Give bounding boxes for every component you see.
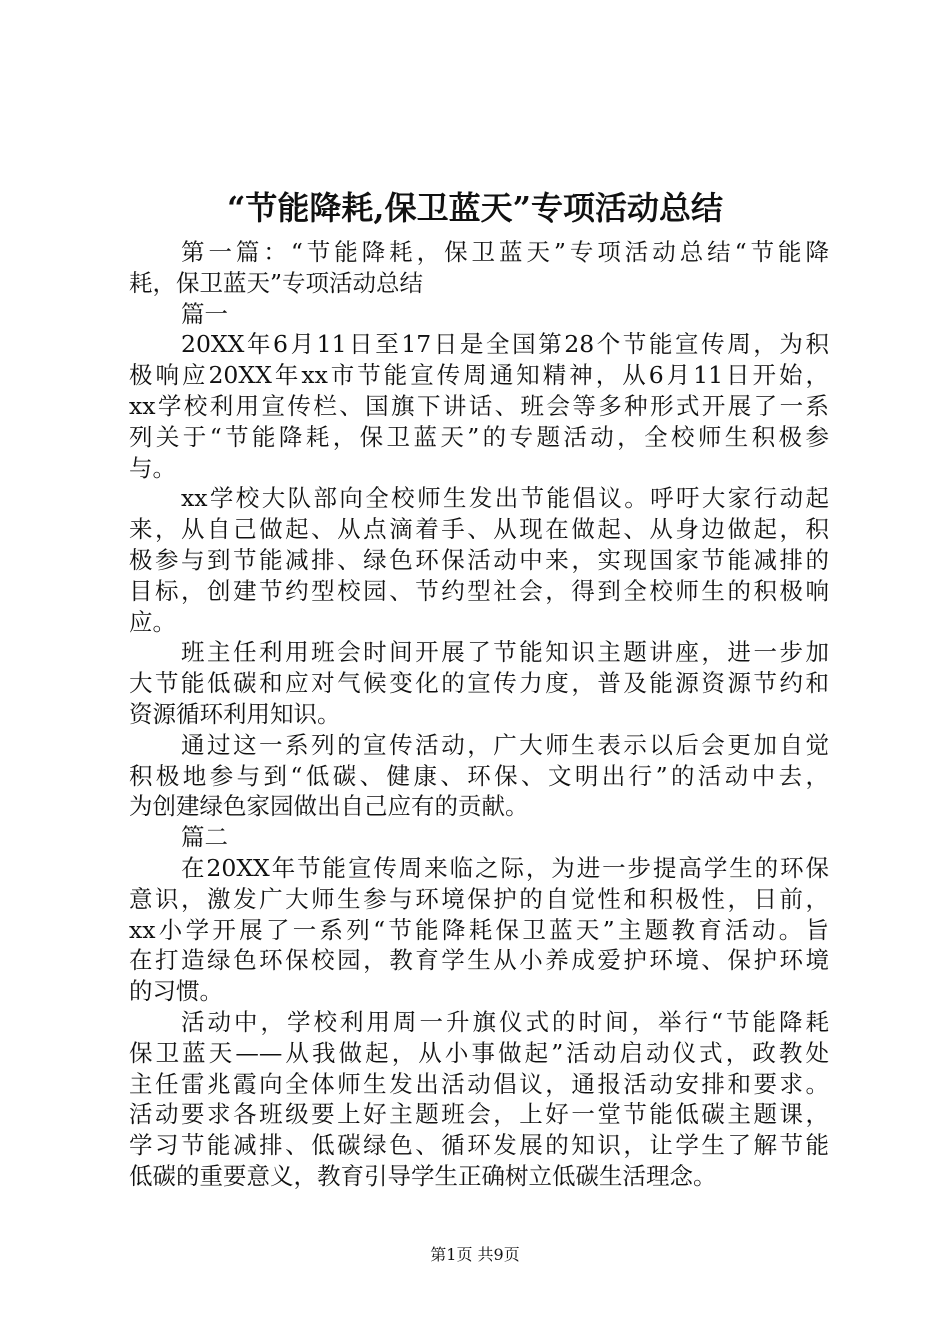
page-footer: 第1页 共9页 xyxy=(430,1245,520,1264)
text-line: 大节能低碳和应对气候变化的宣传力度，普及能源资源节约和 xyxy=(129,669,829,698)
text-line: 资源循环利用知识。 xyxy=(129,699,341,728)
text-line: 班主任利用班会时间开展了节能知识主题讲座，进一步加 xyxy=(181,638,829,667)
text-line: 应。 xyxy=(129,607,176,636)
text-line: 保卫蓝天——从我做起，从小事做起”活动启动仪式，政教处 xyxy=(129,1038,829,1067)
text-line: xx学校利用宣传栏、国旗下讲话、班会等多种形式开展了一系 xyxy=(129,391,829,420)
text-line: 主任雷兆霞向全体师生发出活动倡议，通报活动安排和要求。 xyxy=(129,1069,829,1098)
text-line: 积极地参与到“低碳、健康、环保、文明出行”的活动中去， xyxy=(129,761,829,790)
text-line: 在打造绿色环保校园，教育学生从小养成爱护环境、保护环境 xyxy=(129,946,829,975)
text-line: 篇二 xyxy=(181,823,228,852)
text-line: xx学校大队部向全校师生发出节能倡议。呼吁大家行动起 xyxy=(181,484,829,513)
text-line: 极参与到节能减排、绿色环保活动中来，实现国家节能减排的 xyxy=(129,545,829,574)
text-line: 第一篇：“节能降耗，保卫蓝天”专项活动总结“节能降 xyxy=(181,238,829,266)
text-line: 学习节能减排、低碳绿色、循环发展的知识，让学生了解节能 xyxy=(129,1131,829,1160)
text-line: 意识，激发广大师生参与环境保护的自觉性和积极性，日前， xyxy=(129,884,829,913)
text-line: 在20XX年节能宣传周来临之际，为进一步提高学生的环保 xyxy=(181,853,829,882)
text-line: 活动中，学校利用周一升旗仪式的时间，举行“节能降耗 xyxy=(181,1007,829,1036)
text-line: 目标，创建节约型校园、节约型社会，得到全校师生的积极响 xyxy=(129,576,829,605)
text-line: 为创建绿色家园做出自己应有的贡献。 xyxy=(129,792,529,821)
text-line: 低碳的重要意义，教育引导学生正确树立低碳生活理念。 xyxy=(129,1161,717,1190)
text-line: 列关于“节能降耗，保卫蓝天”的专题活动，全校师生积极参 xyxy=(129,422,829,451)
text-line: 篇一 xyxy=(181,299,228,328)
text-line: 通过这一系列的宣传活动，广大师生表示以后会更加自觉 xyxy=(181,730,829,759)
text-line: 耗，保卫蓝天”专项活动总结 xyxy=(129,268,424,297)
text-line: xx小学开展了一系列“节能降耗保卫蓝天”主题教育活动。旨 xyxy=(129,915,829,944)
text-line: 的习惯。 xyxy=(129,977,223,1006)
text-line: 与。 xyxy=(129,453,176,482)
document-title: “节能降耗,保卫蓝天”专项活动总结 xyxy=(227,189,723,227)
text-line: 来，从自己做起、从点滴着手、从现在做起、从身边做起，积 xyxy=(129,515,829,544)
document-body xyxy=(129,237,829,1192)
text-line: 活动要求各班级要上好主题班会，上好一堂节能低碳主题课， xyxy=(129,1100,829,1129)
text-line: 极响应20XX年xx市节能宣传周通知精神，从6月11日开始， xyxy=(129,361,829,390)
text-line: 20XX年6月11日至17日是全国第28个节能宣传周，为积 xyxy=(181,330,829,359)
